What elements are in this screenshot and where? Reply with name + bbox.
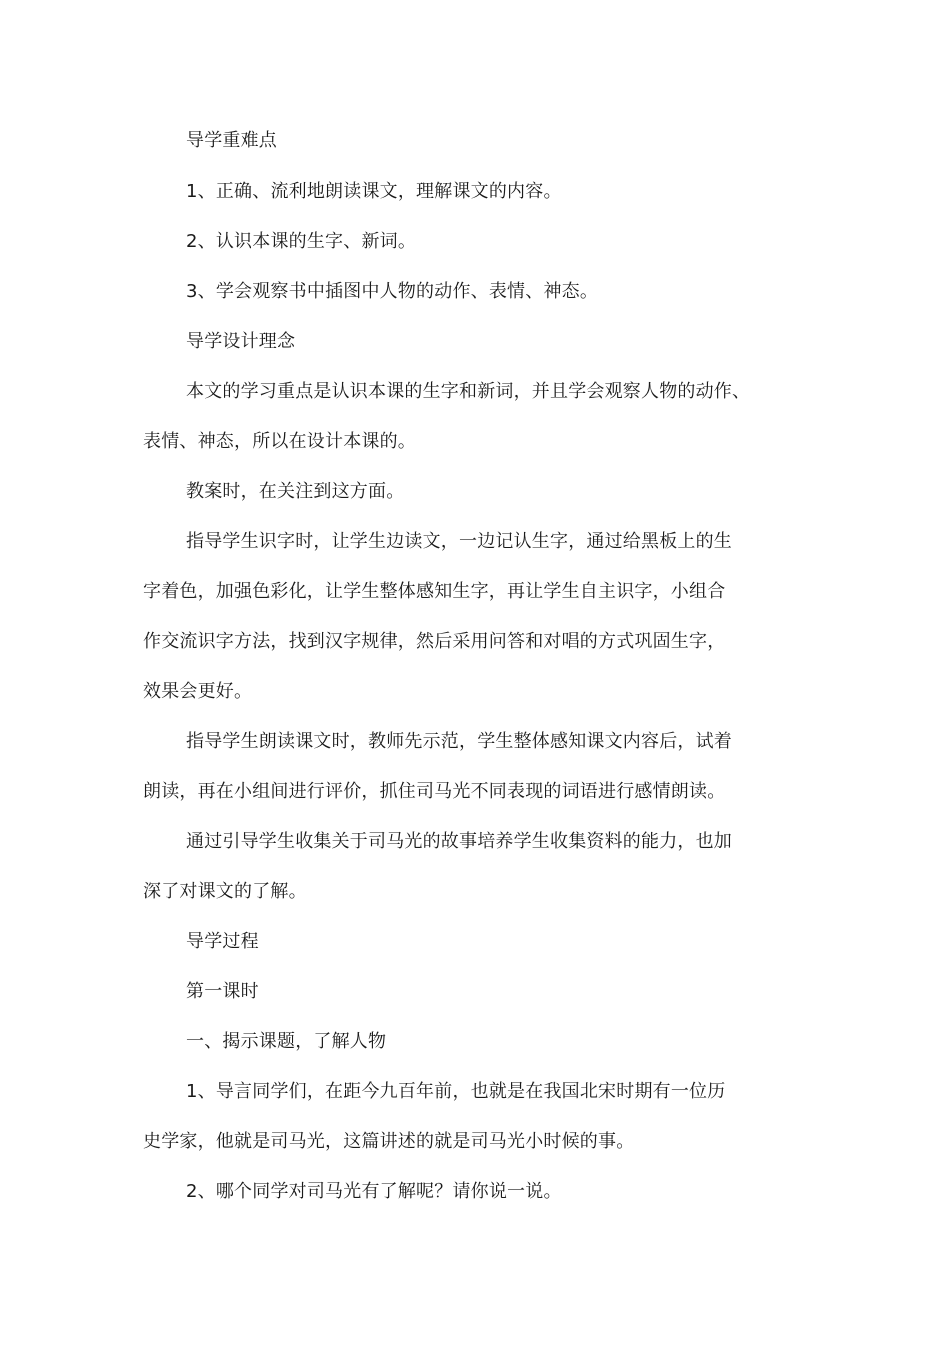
paragraph-line: 史学家，他就是司马光，这篇讲述的就是司马光小时候的事。 — [143, 1131, 635, 1152]
list-item-2: 2、认识本课的生字、新词。 — [186, 231, 417, 252]
paragraph-line: 指导学生识字时，让学生边读文，一边记认生字，通过给黑板上的生 — [186, 531, 732, 552]
heading-key-points: 导学重难点 — [186, 130, 277, 151]
paragraph-line: 作交流识字方法，找到汉字规律，然后采用问答和对唱的方式巩固生字， — [143, 631, 726, 652]
paragraph-line: 朗读，再在小组间进行评价，抓住司马光不同表现的词语进行感情朗读。 — [143, 781, 726, 802]
heading-design-concept: 导学设计理念 — [186, 331, 296, 352]
list-item-1: 1、正确、流利地朗读课文，理解课文的内容。 — [186, 181, 562, 202]
paragraph-line: 1、导言同学们，在距今九百年前，也就是在我国北宋时期有一位历 — [186, 1081, 726, 1102]
list-item-3: 3、学会观察书中插图中人物的动作、表情、神态。 — [186, 281, 599, 302]
paragraph-line: 表情、神态，所以在设计本课的。 — [143, 431, 416, 452]
paragraph-line: 教案时，在关注到这方面。 — [186, 481, 405, 502]
heading-process: 导学过程 — [186, 931, 259, 952]
paragraph-line: 通过引导学生收集关于司马光的故事培养学生收集资料的能力，也加 — [186, 831, 732, 852]
paragraph-line: 字着色，加强色彩化，让学生整体感知生字，再让学生自主识字，小组合 — [143, 581, 726, 602]
paragraph-line: 深了对课文的了解。 — [143, 881, 307, 902]
paragraph-line: 2、哪个同学对司马光有了解呢？请你说一说。 — [186, 1181, 562, 1202]
paragraph-line: 效果会更好。 — [143, 681, 253, 702]
paragraph-line: 本文的学习重点是认识本课的生字和新词，并且学会观察人物的动作、 — [186, 381, 751, 402]
section-title-1: 一、揭示课题，了解人物 — [186, 1031, 387, 1052]
heading-first-lesson: 第一课时 — [186, 981, 259, 1002]
paragraph-line: 指导学生朗读课文时，教师先示范，学生整体感知课文内容后，试着 — [186, 731, 732, 752]
